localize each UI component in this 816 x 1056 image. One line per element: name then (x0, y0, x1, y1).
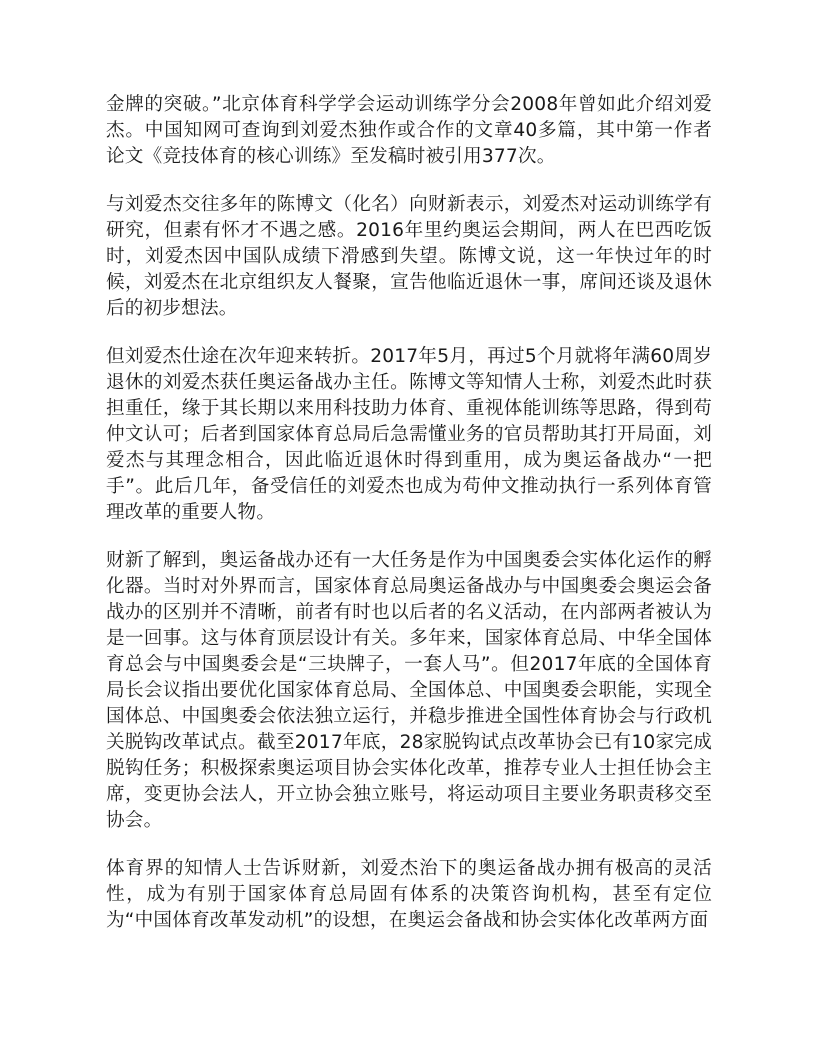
paragraph-4: 财新了解到，奥运备战办还有一大任务是作为中国奥委会实体化运作的孵化器。当时对外界而言，国家体育总局奥运备战办与中国奥委会奥运会备战办的区别并不清晰，前者有时也以后者的名义活动，在内部两者被认为是一回事。这与体育顶层设计有关。多年来，国家体育总局、中华全国体育总会与中国奥委会是“三块牌子，一套人马”。但2017年底的全国体育局长会议指出要优化国家体育总局、全国体总、中国奥委会职能，实现全国体总、中国奥委会依法独立运行，并稳步推进全国性体育协会与行政机关脱钩改革试点。截至2017年底，28家脱钩试点改革协会已有10家完成脱钩任务；积极探索奥运项目协会实体化改革，推荐专业人士担任协会主席，变更协会法人，开立协会独立账号，将运动项目主要业务职责移交至协会。 (106, 550, 712, 831)
article-body (106, 92, 712, 956)
paragraph-5: 体育界的知情人士告诉财新，刘爱杰治下的奥运备战办拥有极高的灵活性，成为有别于国家体育总局固有体系的决策咨询机构，甚至有定位为“中国体育改革发动机”的设想，在奥运会备战和协会实体化改革两方面 (106, 858, 712, 931)
paragraph-3: 但刘爱杰仕途在次年迎来转折。2017年5月，再过5个月就将年满60周岁退休的刘爱杰获任奥运备战办主任。陈博文等知情人士称，刘爱杰此时获担重任，缘于其长期以来用科技助力体育、重视体能训练等思路，得到苟仲文认可；后者到国家体育总局后急需懂业务的官员帮助其打开局面，刘爱杰与其理念相合，因此临近退休时得到重用，成为奥运备战办“一把手”。此后几年，备受信任的刘爱杰也成为苟仲文推动执行一系列体育管理改革的重要人物。 (106, 346, 712, 523)
paragraph-2: 与刘爱杰交往多年的陈博文（化名）向财新表示，刘爱杰对运动训练学有研究，但素有怀才不遇之感。2016年里约奥运会期间，两人在巴西吃饭时，刘爱杰因中国队成绩下滑感到失望。陈博文说，这一年快过年的时候，刘爱杰在北京组织友人餐聚，宣告他临近退休一事，席间还谈及退休后的初步想法。 (106, 194, 712, 319)
paragraph-1: 金牌的突破。”北京体育科学学会运动训练学分会2008年曾如此介绍刘爱杰。中国知网可查询到刘爱杰独作或合作的文章40多篇，其中第一作者论文《竞技体育的核心训练》至发稿时被引用377次。 (106, 94, 712, 167)
